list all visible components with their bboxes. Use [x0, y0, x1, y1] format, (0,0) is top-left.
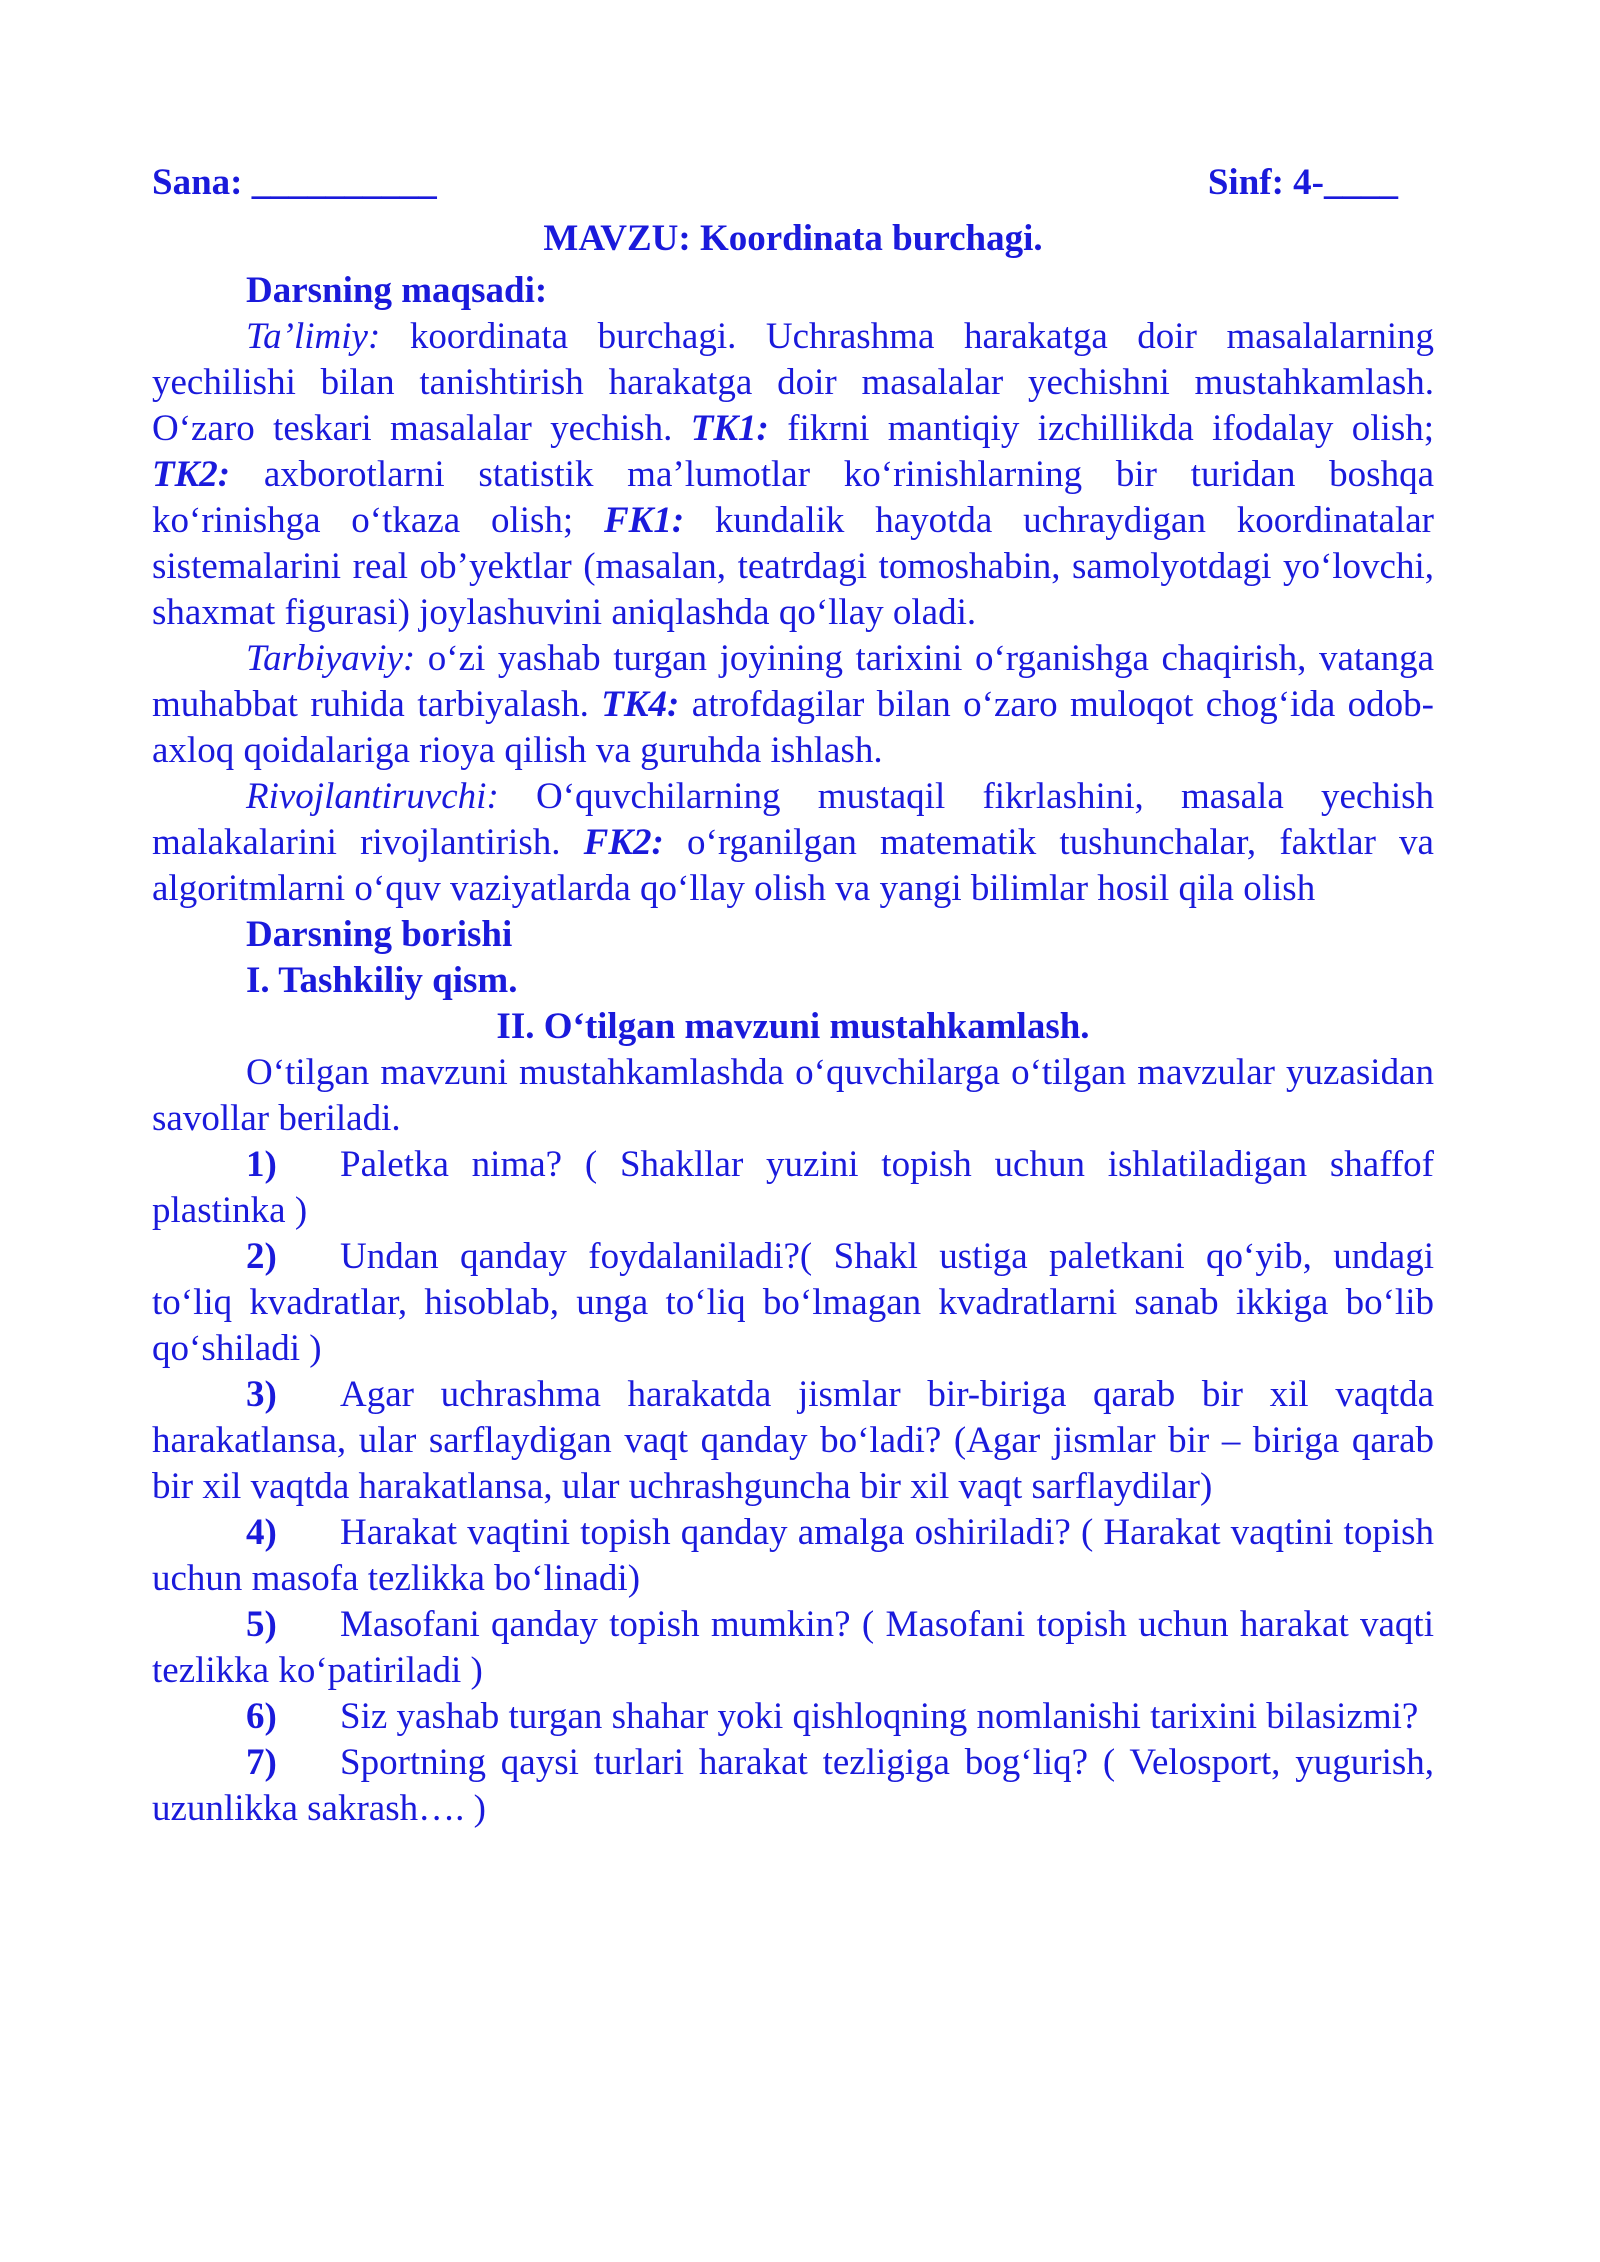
page-title: MAVZU: Koordinata burchagi.	[543, 218, 1043, 259]
questions-list	[152, 1142, 1434, 1832]
list-item	[152, 1602, 1434, 1694]
tk2-label: TK2:	[152, 454, 231, 495]
fk1-label: FK1:	[603, 500, 685, 541]
question-number: 3)	[246, 1374, 277, 1415]
educational-text-3: axborotlarni statistik ma’lumotlar ko‘rinishlarning bir turidan boshqa ko‘rinishga o‘tkaza olish;	[152, 454, 1434, 541]
fk2-label: FK2:	[583, 822, 664, 863]
question-text: Undan qanday foydalaniladi?( Shakl ustiga paletkani qo‘yib, undagi to‘liq kvadratlar, hisoblab, unga to‘liq bo‘lmagan kvadratlarni sanab ikkiga bo‘lib qo‘shiladi )	[152, 1236, 1434, 1369]
tk4-label: TK4:	[601, 684, 680, 725]
question-number: 1)	[246, 1144, 277, 1185]
list-item	[152, 1740, 1434, 1832]
developmental-label: Rivojlantiruvchi:	[246, 776, 499, 817]
upbringing-text-2: atrofdagilar bilan o‘zaro muloqot chog‘ida odob-axloq qoidalariga rioya qilish va guruhda ishlash.	[152, 684, 1434, 771]
class-blank: ____	[1324, 162, 1398, 203]
date-label: Sana:	[152, 162, 243, 203]
educational-label: Ta’limiy:	[246, 316, 381, 357]
question-number: 6)	[246, 1696, 277, 1737]
educational-text-2: fikrni mantiqiy izchillikda ifodalay olish;	[768, 408, 1435, 449]
developmental-text-2: o‘rganilgan matematik tushunchalar, faktlar va algoritmlarni o‘quv vaziyatlarda qo‘llay olish va yangi bilimlar hosil qila olish	[152, 822, 1434, 909]
question-text: Siz yashab turgan shahar yoki qishloqning nomlanishi tarixini bilasizmi?	[340, 1696, 1419, 1737]
question-number: 2)	[246, 1236, 277, 1277]
section-review: II. O‘tilgan mavzuni mustahkamlash.	[496, 1006, 1090, 1047]
list-item	[152, 1694, 1434, 1740]
goals-heading: Darsning maqsadi:	[246, 270, 548, 311]
educational-text-4: kundalik hayotda uchraydigan koordinatalar sistemalarini real ob’yektlar (masalan, teatrdagi tomoshabin, samolyotdagi yo‘lovchi, shaxmat figurasi) joylashuvini aniqlashda qo‘llay oladi.	[152, 500, 1434, 633]
list-item	[152, 1234, 1434, 1372]
question-number: 5)	[246, 1604, 277, 1645]
date-field	[152, 160, 437, 206]
question-text: Masofani qanday topish mumkin? ( Masofani topish uchun harakat vaqti tezlikka ko‘patiriladi )	[152, 1604, 1434, 1691]
class-field	[1208, 160, 1398, 206]
question-number: 7)	[246, 1742, 277, 1783]
goal-educational	[152, 314, 1434, 636]
developmental-text-1: O‘quvchilarning mustaqil fikrlashini, masala yechish malakalarini rivojlantirish.	[152, 776, 1434, 863]
question-text: Paletka nima? ( Shakllar yuzini topish uchun ishlatiladigan shaffof plastinka )	[152, 1144, 1434, 1231]
goal-developmental	[152, 774, 1434, 912]
educational-text-1: koordinata burchagi. Uchrashma harakatga doir masalalarning yechilishi bilan tanishtirish harakatga doir masalalar yechishni mustahkamlash. O‘zaro teskari masalalar yechish.	[152, 316, 1434, 449]
question-text: Sportning qaysi turlari harakat tezligiga bog‘liq? ( Velosport, yugurish, uzunlikka sakrash…. )	[152, 1742, 1434, 1829]
question-number: 4)	[246, 1512, 277, 1553]
upbringing-label: Tarbiyaviy:	[246, 638, 416, 679]
upbringing-text-1: o‘zi yashab turgan joyining tarixini o‘rganishga chaqirish, vatanga muhabbat ruhida tarbiyalash.	[152, 638, 1434, 725]
goal-upbringing	[152, 636, 1434, 774]
class-label: Sinf: 4-	[1207, 162, 1324, 203]
list-item	[152, 1372, 1434, 1510]
lesson-flow-heading: Darsning borishi	[246, 914, 513, 955]
lesson-plan-page	[152, 160, 1434, 1832]
question-text: Harakat vaqtini topish qanday amalga oshiriladi? ( Harakat vaqtini topish uchun masofa tezlikka bo‘linadi)	[152, 1512, 1434, 1599]
section-organizational: I. Tashkiliy qism.	[246, 960, 518, 1001]
question-text: Agar uchrashma harakatda jismlar bir-biriga qarab bir xil vaqtda harakatlansa, ular sarflaydigan vaqt qanday bo‘ladi? (Agar jismlar bir – biriga qarab bir xil vaqtda harakatlansa, ular uchrashguncha bir xil vaqt sarflaydilar)	[152, 1374, 1434, 1507]
tk1-label: TK1:	[690, 408, 769, 449]
header-row	[152, 160, 1434, 206]
review-intro: O‘tilgan mavzuni mustahkamlashda o‘quvchilarga o‘tilgan mavzular yuzasidan savollar beriladi.	[152, 1052, 1434, 1139]
list-item	[152, 1142, 1434, 1234]
date-blank: __________	[251, 162, 437, 203]
list-item	[152, 1510, 1434, 1602]
